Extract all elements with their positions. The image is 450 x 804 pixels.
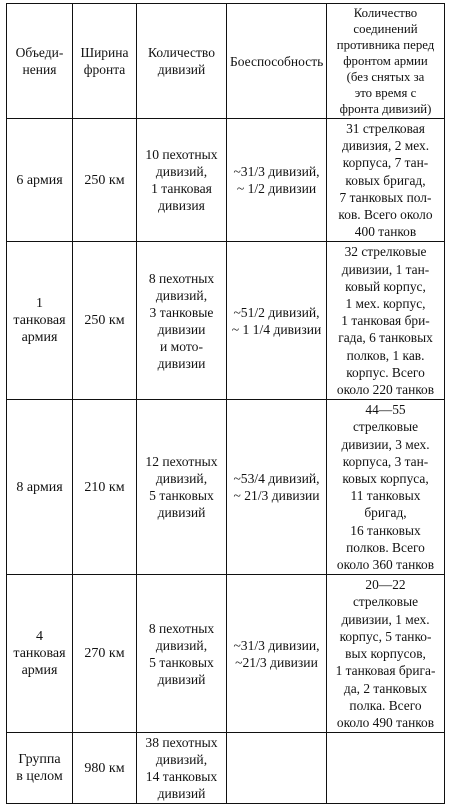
division-count-cell: 38 пехотных дивизий, 14 танковых дивизий — [137, 733, 227, 804]
combat-readiness-cell: ~51/2 дивизий, ~ 1 1/4 дивизии — [227, 242, 327, 400]
front-width-cell: 250 км — [73, 119, 137, 242]
header-row — [7, 4, 445, 119]
combat-readiness-cell: ~53/4 дивизий, ~ 21/3 дивизии — [227, 400, 327, 575]
front-width-cell: 250 км — [73, 242, 137, 400]
enemy-forces-cell: 44—55 стрелковые дивизии, 3 мех. корпуса, 3 тан- ковых корпуса, 11 танковых бригад, 16 танковых полков. Всего около 360 танков — [327, 400, 445, 575]
division-count-cell: 8 пехотных дивизий, 5 танковых дивизий — [137, 575, 227, 733]
statistics-table — [6, 3, 445, 804]
unit-cell: 4 танковая армия — [7, 575, 73, 733]
table-row — [7, 575, 445, 733]
enemy-forces-cell: 20—22 стрелковые дивизии, 1 мех. корпус, 5 танко- вых корпусов, 1 танковая брига- да, 2 танковых полка. Всего около 490 танков — [327, 575, 445, 733]
front-width-cell: 980 км — [73, 733, 137, 804]
front-width-cell: 270 км — [73, 575, 137, 733]
table-row — [7, 400, 445, 575]
table-row — [7, 119, 445, 242]
header-combat-readiness: Боеспособность — [227, 4, 327, 119]
enemy-forces-cell: 32 стрелковые дивизии, 1 тан- ковый корпус, 1 мех. корпус, 1 танковая бри- гада, 6 танковых полков, 1 кав. корпус. Всего около 220 танков — [327, 242, 445, 400]
header-unit: Объеди- нения — [7, 4, 73, 119]
unit-cell: 8 армия — [7, 400, 73, 575]
page-edge-fragment — [200, 752, 240, 758]
table-row — [7, 242, 445, 400]
enemy-forces-cell: 31 стрелковая дивизия, 2 мех. корпуса, 7 тан- ковых бригад, 7 танковых пол- ков. Всего около 400 танков — [327, 119, 445, 242]
division-count-cell: 10 пехотных дивизий, 1 танковая дивизия — [137, 119, 227, 242]
division-count-cell: 12 пехотных дивизий, 5 танковых дивизий — [137, 400, 227, 575]
header-enemy-forces: Количество соединений противника перед фронтом армии (без снятых за это время с фронта дивизий) — [327, 4, 445, 119]
table-row — [7, 733, 445, 804]
enemy-forces-cell — [327, 733, 445, 804]
front-width-cell: 210 км — [73, 400, 137, 575]
header-division-count: Количество дивизий — [137, 4, 227, 119]
combat-readiness-cell: ~31/3 дивизии, ~21/3 дивизии — [227, 575, 327, 733]
header-front-width: Ширина фронта — [73, 4, 137, 119]
unit-cell: 1 танковая армия — [7, 242, 73, 400]
division-count-cell: 8 пехотных дивизий, 3 танковые дивизии и мото- дивизии — [137, 242, 227, 400]
combat-readiness-cell: ~31/3 дивизий, ~ 1/2 дивизии — [227, 119, 327, 242]
combat-readiness-cell — [227, 733, 327, 804]
unit-cell: Группа в целом — [7, 733, 73, 804]
unit-cell: 6 армия — [7, 119, 73, 242]
